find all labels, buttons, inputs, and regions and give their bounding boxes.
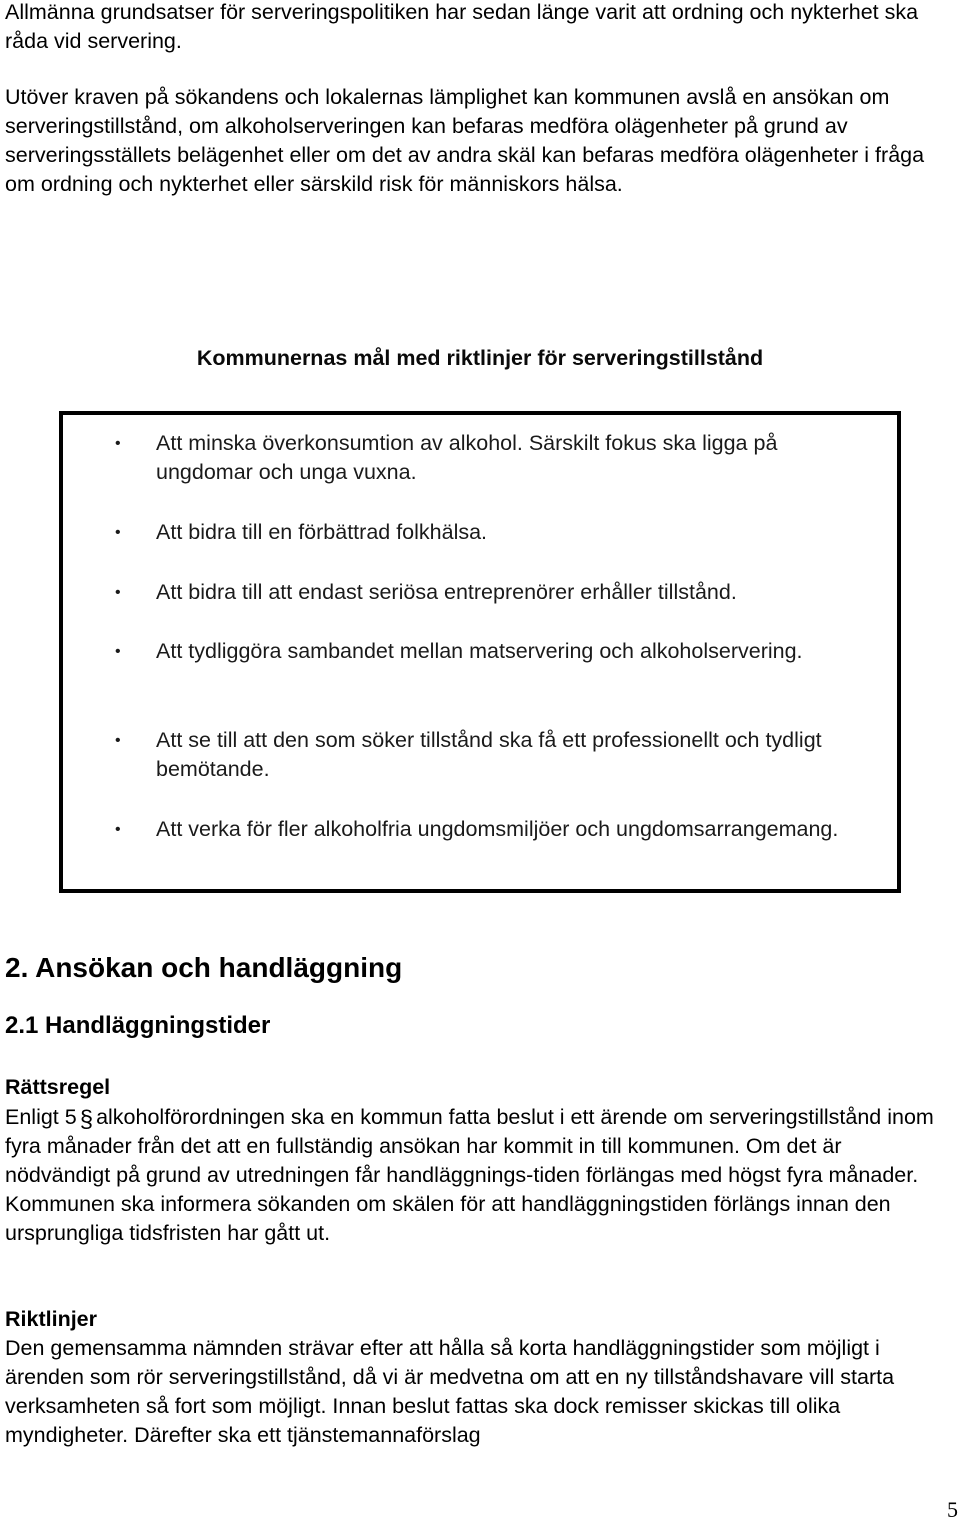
list-item <box>115 429 876 487</box>
bullet-icon: • <box>115 643 121 660</box>
intro-paragraph-1: Allmänna grundsatser för serveringspolitiken har sedan länge varit att ordning och nykterhet ska råda vid servering. <box>5 0 919 53</box>
rule-text-after: alkoholförordningen ska en kommun fatta beslut i ett ärende om serveringstillstånd inom fyra månader från det att en fullständig ansökan har kommit in till kommunen. Om det är nödvändigt på grund av utredningen får handläggnings-tiden förlängas med högst fyra månader. Kommunen ska informera sökanden om skälen för att handläggningstiden förlängs innan den ursprungliga tidsfristen har gått ut. <box>5 1105 934 1245</box>
list-item <box>115 815 876 844</box>
goals-title: Kommunernas mål med riktlinjer för serveringstillstånd <box>196 346 764 370</box>
list-item <box>115 726 876 784</box>
goal-text: Att se till att den som söker tillstånd ska få ett professionellt och tydligt bemötande. <box>156 728 822 781</box>
bullet-icon: • <box>115 821 121 838</box>
goal-text: Att tydliggöra sambandet mellan matservering och alkoholservering. <box>156 639 803 663</box>
subsection-heading: 2.1 Handläggningstider <box>5 1012 271 1039</box>
section-symbol: § <box>79 1106 94 1133</box>
intro-paragraph-2: Utöver kraven på sökandens och lokalernas lämplighet kan kommunen avslå en ansökan om serveringstillstånd, om alkoholserveringen kan befaras medföra olägenheter på grund av serveringsställets belägenhet eller om det av andra skäl kan befaras medföra olägenheter i fråga om ordning och nykterhet eller särskild risk för människors hälsa. <box>5 85 925 196</box>
goal-text: Att minska överkonsumtion av alkohol. Särskilt fokus ska ligga på ungdomar och unga vuxna. <box>156 431 778 484</box>
goal-text: Att verka för fler alkoholfria ungdomsmiljöer och ungdomsarrangemang. <box>156 817 839 841</box>
bullet-icon: • <box>115 524 121 541</box>
bullet-icon: • <box>115 435 121 452</box>
guidelines-paragraph: Den gemensamma nämnden strävar efter att hålla så korta handläggningstider som möjligt i ärenden som rör serveringstillstånd, då vi är medvetna om att en ny tillståndshavare vill starta verksamheten så fort som möjligt. Innan beslut fattas ska dock remisser skickas till olika myndigheter. Därefter ska ett tjänstemannaförslag <box>5 1336 895 1447</box>
bullet-icon: • <box>115 584 121 601</box>
goal-text: Att bidra till en förbättrad folkhälsa. <box>156 520 488 544</box>
rule-text-before: Enligt 5 <box>5 1105 77 1129</box>
list-item <box>115 637 876 666</box>
rule-heading: Rättsregel <box>5 1075 111 1099</box>
goal-text: Att bidra till att endast seriösa entreprenörer erhåller tillstånd. <box>156 580 737 604</box>
guidelines-heading: Riktlinjer <box>5 1307 97 1331</box>
list-item <box>115 518 876 547</box>
page-number: 5 <box>947 1497 958 1522</box>
list-item <box>115 578 876 607</box>
goals-box <box>59 411 901 893</box>
rule-paragraph <box>5 1103 945 1248</box>
bullet-icon: • <box>115 732 121 749</box>
section-heading: 2. Ansökan och handläggning <box>5 952 403 983</box>
